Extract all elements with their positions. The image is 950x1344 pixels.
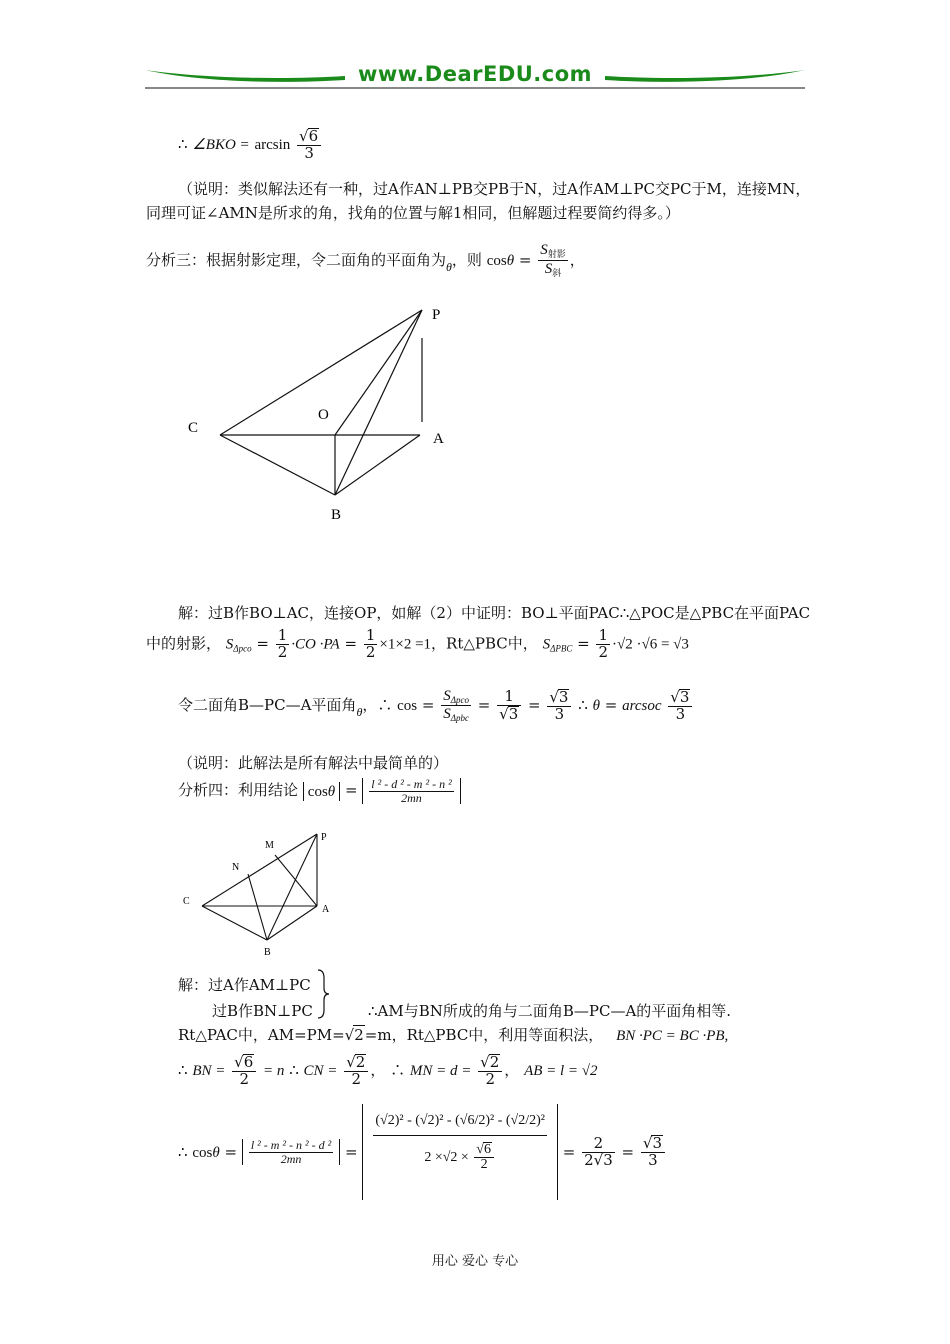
header-logo-text: www.DearEDU.com	[357, 62, 593, 86]
label-o: O	[318, 407, 329, 423]
edge-op	[335, 310, 422, 435]
therefore-symbol: ∴	[178, 134, 188, 153]
footer-text: 用心 爱心 专心	[431, 1254, 519, 1269]
edge2-cb	[202, 906, 267, 940]
label-c: C	[188, 420, 199, 436]
arcsin-text: arcsin	[254, 136, 291, 153]
line-bko	[178, 128, 323, 162]
solution-line-1: 解：过B作BO⊥AC，连接OP，如解（2）中证明：BO⊥平面PAC∴△POC是△PBC在平面PAC	[178, 604, 811, 622]
solution-line-3: 令二面角B—PC—A平面角$_\theta$，∴ cos = $\frac{S_{\Delta pco}}{S_{\Delta pbc}}$ = $\frac{1}{√3}$ = $\frac{√3}{3}$ ∴ θ = arcsoc $\frac{√3}{3}$	[178, 688, 694, 724]
edge-cb	[220, 435, 335, 495]
analysis-three: 分析三：根据射影定理，令二面角的平面角为$_\theta$，则 cosθ = $\frac{S_{射影}}{S_斜}$ ，	[146, 242, 585, 280]
final-cos-formula: ∴ cosθ = $\frac{\text{l ² - m ² - n ² - d ²}}{2mn}$ = (√2)² - (√2)² - (√6/2)² - (√2/2)² 2 ×√2 × $\frac{√6}{2}$ = $\frac{2}{2√3}$ = $\frac{√3}{3}$	[178, 1104, 667, 1204]
note-line-2: 同理可证∠AMN是所求的角，找角的位置与解1相同，但解题过程要简约得多。）	[146, 204, 680, 222]
sol4-line-2: 过B作BN⊥PC	[212, 1002, 313, 1020]
label2-c: C	[183, 896, 190, 907]
label2-b: B	[264, 947, 271, 958]
sol4-line-4: Rt△PAC中，AM=PM=√2=m，Rt△PBC中，利用等面积法， BN ·PC = BC ·PB,	[178, 1026, 729, 1044]
label2-a: A	[322, 904, 330, 915]
label2-n: N	[232, 862, 240, 873]
label-a: A	[433, 431, 444, 447]
analysis-four: 分析四：利用结论 cosθ = $\frac{\text{l ² - d ² - m ² - n ²}}{2mn}$	[178, 778, 461, 804]
sol4-line-3: ∴AM与BN所成的角与二面角B—PC—A的平面角相等.	[368, 1002, 732, 1020]
figure-pyramid-2	[175, 826, 345, 961]
edge-bp	[335, 310, 422, 495]
bko-lhs: ∠BKO =	[192, 136, 250, 153]
projection-ratio: $\frac{S_{射影}}{S_斜}$	[540, 242, 566, 280]
header-banner	[140, 60, 810, 94]
segment-bn	[248, 874, 267, 940]
label2-p: P	[321, 832, 327, 843]
label2-m: M	[265, 840, 274, 851]
note-simplest: （说明：此解法是所有解法中最简单的）	[178, 754, 449, 772]
brace-symbol	[316, 968, 330, 1020]
sol4-line-5: ∴ BN = $\frac{√6}{2}$ = n ∴ CN = $\frac{√2}{2}$ ， ∴ MN = d = $\frac{√2}{2}$ ， AB = l = √2	[178, 1053, 598, 1088]
note-line-1: （说明：类似解法还有一种，过A作AN⊥PB交PB于N，过A作AM⊥PC交PC于M，连接MN，	[178, 180, 811, 198]
segment-am	[275, 855, 317, 906]
label-b: B	[331, 507, 342, 523]
frac-sqrt6-over-3: $\frac{√6}{3}$	[297, 128, 321, 162]
solution-line-2: 中的射影， $S_{\Delta pco}$ = $\frac{1}{2}$ ·CO ·PA = $\frac{1}{2}$ ×1×2 =1，Rt△PBC中， $S_{\Delta PBC}$ = $\frac{1}{2}$ ·√2 ·√6 = √3	[146, 626, 689, 661]
label-p: P	[432, 307, 441, 323]
figure-pyramid-1	[180, 300, 470, 530]
sol4-line-1: 解：过A作AM⊥PC	[178, 976, 311, 994]
edge-ba	[335, 435, 420, 495]
